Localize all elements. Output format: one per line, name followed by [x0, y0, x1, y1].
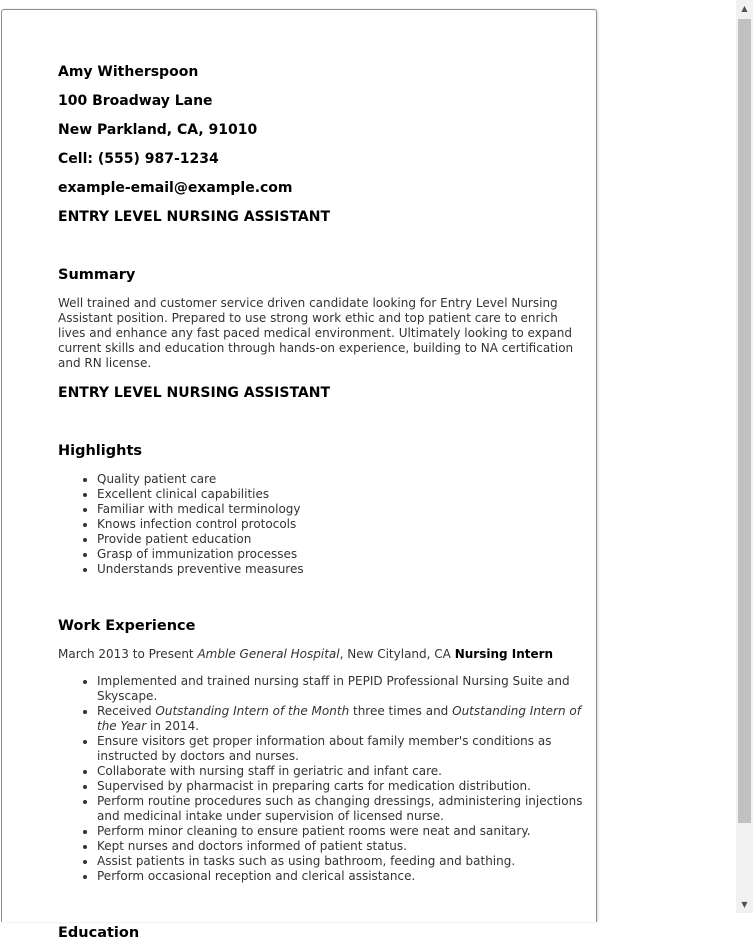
list-item: • Understands preventive measures	[97, 562, 583, 577]
list-item: • Knows infection control protocols	[97, 517, 583, 532]
list-item: • Grasp of immunization processes	[97, 547, 583, 562]
list-item: • Quality patient care	[97, 472, 583, 487]
contact-email: example-email@example.com	[58, 180, 293, 196]
list-item: • Perform minor cleaning to ensure patient rooms were neat and sanitary.	[97, 824, 583, 839]
contact-name: Amy Witherspoon	[58, 64, 199, 80]
job-location: , New Cityland, CA	[339, 647, 451, 661]
list-item: • Perform occasional reception and clerical assistance.	[97, 869, 583, 884]
list-item: • Assist patients in tasks such as using bathroom, feeding and bathing.	[97, 854, 583, 869]
contact-street: 100 Broadway Lane	[58, 93, 213, 109]
resume-page	[1, 9, 597, 941]
resume-content	[58, 64, 583, 942]
contact-city: New Parkland, CA, 91010	[58, 122, 258, 138]
summary-heading: Summary	[58, 267, 136, 283]
job-role: Nursing Intern	[454, 647, 554, 661]
list-item: • Ensure visitors get proper information about family member's conditions as instructed by doctors and nurses.	[97, 734, 583, 764]
list-item: • Excellent clinical capabilities	[97, 487, 583, 502]
job-dates: March 2013 to Present	[58, 647, 194, 661]
list-item: • Collaborate with nursing staff in geriatric and infant care.	[97, 764, 583, 779]
list-item: • Implemented and trained nursing staff in PEPID Professional Nursing Suite and Skyscape.	[97, 674, 583, 704]
list-item: • Supervised by pharmacist in preparing carts for medication distribution.	[97, 779, 583, 794]
list-item: • Perform routine procedures such as changing dressings, administering injections and medicinal intake under supervision of licensed nurse.	[97, 794, 583, 824]
job-employer: Amble General Hospital	[197, 647, 340, 661]
list-item: • Kept nurses and doctors informed of patient status.	[97, 839, 583, 854]
job-title-repeat: ENTRY LEVEL NURSING ASSISTANT	[58, 385, 331, 401]
work-duties-list	[58, 674, 583, 884]
list-item: • Provide patient education	[97, 532, 583, 547]
summary-text: Well trained and customer service driven candidate looking for Entry Level Nursing Assistant position. Prepared to use strong work ethic and top patient care to enrich lives and enhance any fast paced medical environment. Ultimately looking to expand current skills and education through hands-on experience, building to NA certification and RN license.	[58, 296, 574, 370]
job-title: ENTRY LEVEL NURSING ASSISTANT	[58, 209, 331, 225]
contact-phone: Cell: (555) 987-1234	[58, 151, 219, 167]
highlights-heading: Highlights	[58, 443, 143, 459]
list-item: • Received Outstanding Intern of the Month three times and Outstanding Intern of the Year in 2014.	[97, 704, 583, 734]
list-item: • Familiar with medical terminology	[97, 502, 583, 517]
education-heading: Education	[58, 925, 140, 941]
job-line	[58, 647, 583, 662]
scroll-up-icon[interactable]: ▲	[741, 4, 748, 13]
vertical-scrollbar[interactable]	[736, 0, 753, 913]
scroll-down-icon[interactable]: ▼	[741, 900, 748, 909]
work-heading: Work Experience	[58, 618, 196, 634]
highlights-list	[58, 472, 583, 577]
scrollbar-thumb[interactable]	[738, 19, 751, 823]
